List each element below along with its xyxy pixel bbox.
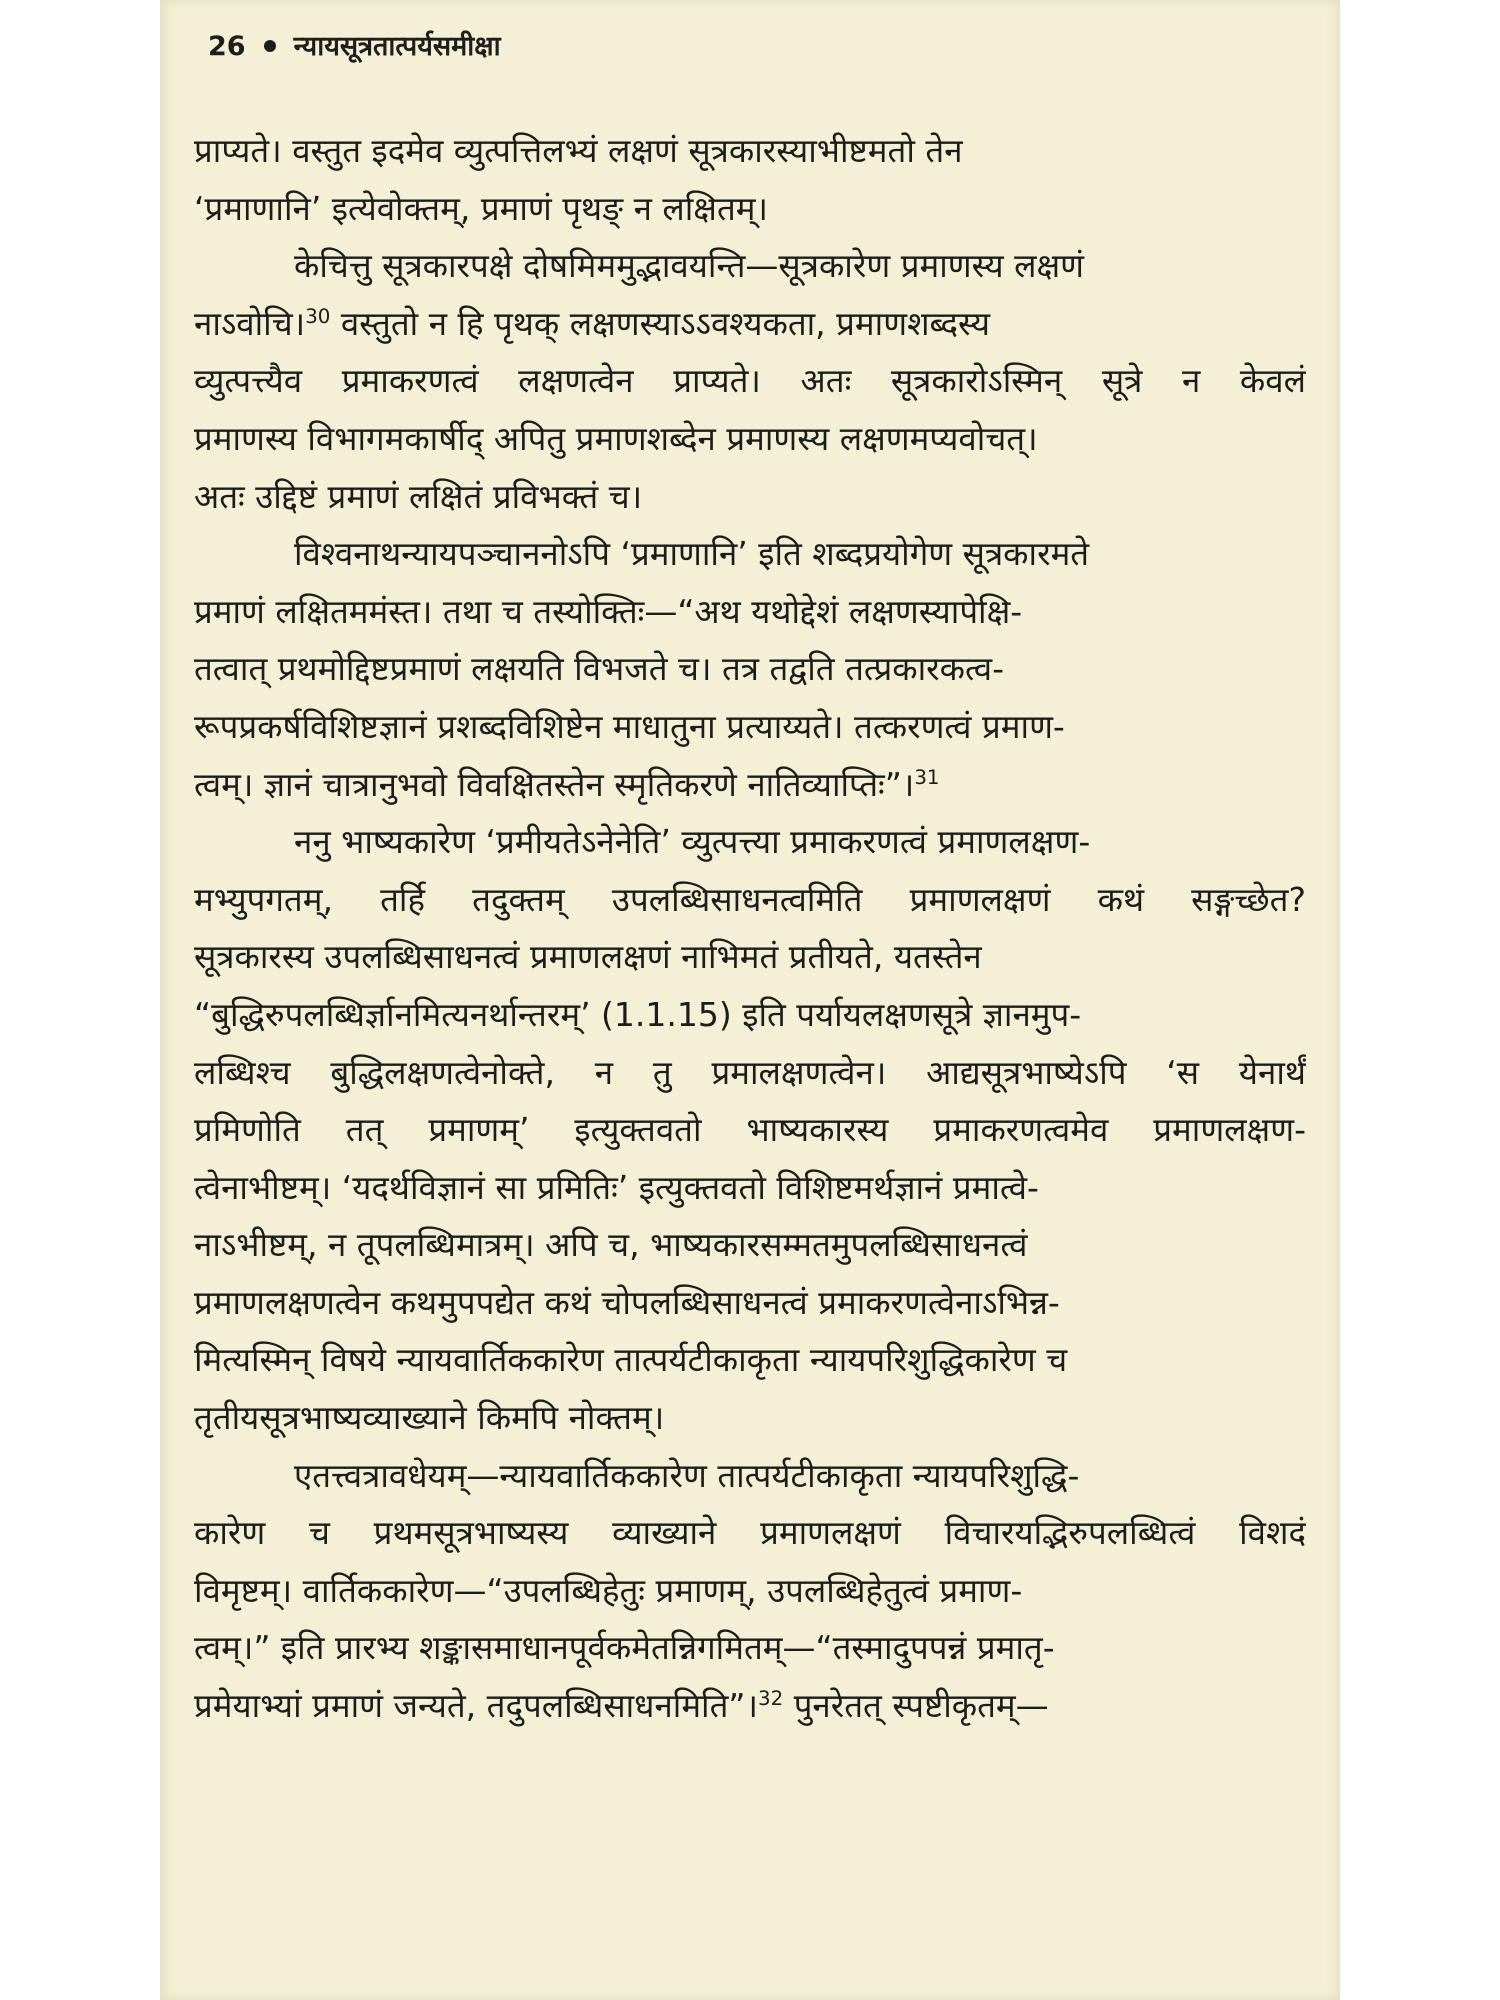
text-line: मित्यस्मिन् विषये न्यायवार्तिककारेण तात्पर्यटीकाकृता न्यायपरिशुद्धिकारेण च [194, 1340, 1068, 1380]
footnote-ref: 30 [305, 304, 331, 328]
text-line: केचित्तु सूत्रकारपक्षे दोषमिममुद्भावयन्ति—सूत्रकारेण प्रमाणस्य लक्षणं [294, 246, 1084, 286]
text-line: प्रमिणोति तत् प्रमाणम्’ इत्युक्तवतो भाष्यकारस्य प्रमाकरणत्वमेव प्रमाणलक्षण- [194, 1110, 1306, 1150]
running-head [208, 26, 501, 63]
text-line: त्वम्।” इति प्रारभ्य शङ्कासमाधानपूर्वकमेतन्निगमितम्—“तस्मादुपपन्नं प्रमातृ- [194, 1628, 1055, 1668]
text-line: एतत्त्वत्रावधेयम्—न्यायवार्तिककारेण तात्पर्यटीकाकृता न्यायपरिशुद्धि- [294, 1455, 1080, 1495]
page-number: 26 [208, 31, 246, 62]
footnote-ref: 32 [758, 1687, 784, 1711]
text-line: प्राप्यते। वस्तुत इदमेव व्युत्पत्तिलभ्यं लक्षणं सूत्रकारस्याभीष्टमतो तेन [194, 131, 963, 170]
text-line: ‘प्रमाणानि’ इत्येवोक्तम्, प्रमाणं पृथङ् न लक्षितम्। [194, 188, 769, 228]
text-line: विश्वनाथन्यायपञ्चाननोऽपि ‘प्रमाणानि’ इति शब्दप्रयोगेण सूत्रकारमते [294, 534, 1090, 574]
text-line: ननु भाष्यकारेण ‘प्रमीयतेऽनेनेति’ व्युत्पत्त्या प्रमाकरणत्वं प्रमाणलक्षण- [294, 822, 1091, 862]
paragraph [194, 237, 1306, 525]
text-line: विमृष्टम्। वार्तिककारेण—“उपलब्धिहेतुः प्रमाणम्, उपलब्धिहेतुत्वं प्रमाण- [194, 1570, 1023, 1610]
text-line: तृतीयसूत्रभाष्यव्याख्याने किमपि नोक्तम्। [194, 1398, 665, 1438]
text-line: सूत्रकारस्य उपलब्धिसाधनत्वं प्रमाणलक्षणं नाभिमतं प्रतीयते, यतस्तेन [194, 937, 982, 977]
paragraph [194, 1447, 1306, 1735]
bullet-icon [264, 40, 276, 52]
running-title: न्यायसूत्रतात्पर्यसमीक्षा [293, 31, 501, 62]
text-line: प्रमाणलक्षणत्वेन कथमुपपद्येत कथं चोपलब्धिसाधनत्वं प्रमाकरणत्वेनाऽभिन्न- [194, 1282, 1060, 1322]
paragraph [194, 813, 1306, 1447]
text-line: नाऽभीष्टम्, न तूपलब्धिमात्रम्। अपि च, भाष्यकारसम्मतमुपलब्धिसाधनत्वं [194, 1225, 1028, 1265]
footnote-ref: 31 [914, 765, 940, 789]
paragraph [194, 525, 1306, 813]
text-line: प्रमाणं लक्षितममंस्त। तथा च तस्योक्तिः—“अथ यथोद्देशं लक्षणस्यापेक्षि- [194, 591, 1023, 631]
text-line: नाऽवोचि।$^{30}$ वस्तुतो न हि पृथक् लक्षणस्याऽऽवश्यकता, प्रमाणशब्दस्य [194, 303, 990, 343]
text-line: व्युत्पत्त्यैव प्रमाकरणत्वं लक्षणत्वेन प्राप्यते। अतः सूत्रकारोऽस्मिन् सूत्रे न केवलं [194, 361, 1306, 401]
text-line: लब्धिश्च बुद्धिलक्षणत्वेनोक्ते, न तु प्रमालक्षणत्वेन। आद्यसूत्रभाष्येऽपि ‘स येनार्थं [194, 1052, 1306, 1092]
text-line: त्वम्। ज्ञानं चात्रानुभवो विवक्षितस्तेन स्मृतिकरणे नातिव्याप्तिः”।$^{31}$ [194, 764, 940, 804]
text-line: “बुद्धिरुपलब्धिर्ज्ञानमित्यनर्थान्तरम्’ (1.1.15) इति पर्यायलक्षणसूत्रे ज्ञानमुप- [194, 994, 1082, 1034]
paragraph [194, 122, 1306, 237]
text-line: प्रमाणस्य विभागमकार्षीद् अपितु प्रमाणशब्देन प्रमाणस्य लक्षणमप्यवोचत्। [194, 418, 1038, 458]
text-line: कारेण च प्रथमसूत्रभाष्यस्य व्याख्याने प्रमाणलक्षणं विचारयद्भिरुपलब्धित्वं विशदं [194, 1513, 1306, 1553]
text-line: प्रमेयाभ्यां प्रमाणं जन्यते, तदुपलब्धिसाधनमिति”।$^{32}$ पुनरेतत् स्पष्टीकृतम्— [194, 1686, 1049, 1726]
text-line: तत्वात् प्रथमोद्दिष्टप्रमाणं लक्षयति विभजते च। तत्र तद्वति तत्प्रकारकत्व- [194, 649, 1004, 689]
text-line: त्वेनाभीष्टम्। ‘यदर्थविज्ञानं सा प्रमितिः’ इत्युक्तवतो विशिष्टमर्थज्ञानं प्रमात्वे- [194, 1167, 1039, 1207]
text-line: मभ्युपगतम्, तर्हि तदुक्तम् उपलब्धिसाधनत्वमिति प्रमाणलक्षणं कथं सङ्गच्छेत? [194, 879, 1306, 919]
text-line: अतः उद्दिष्टं प्रमाणं लक्षितं प्रविभक्तं च। [194, 476, 643, 516]
book-page [160, 0, 1340, 2000]
body-text [194, 122, 1306, 1735]
text-line: रूपप्रकर्षविशिष्टज्ञानं प्रशब्दविशिष्टेन माधातुना प्रत्याय्यते। तत्करणत्वं प्रमाण- [194, 706, 1065, 746]
